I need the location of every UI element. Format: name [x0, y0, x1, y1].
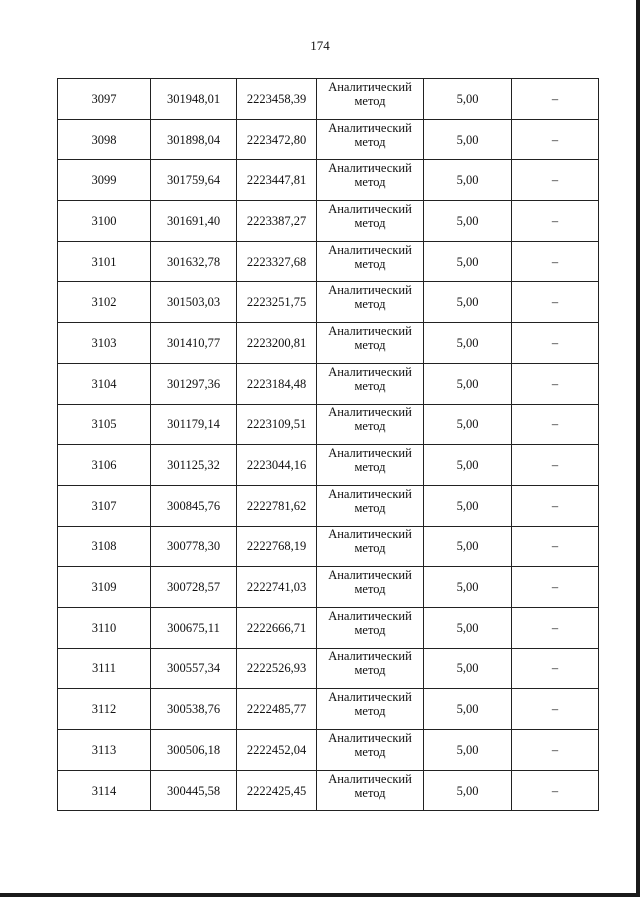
note-cell: – — [512, 445, 599, 486]
y-coordinate-cell: 2222768,19 — [237, 526, 317, 567]
point-number-cell: 3103 — [58, 323, 151, 364]
point-number-cell: 3100 — [58, 201, 151, 242]
error-cell: 5,00 — [424, 648, 512, 689]
x-coordinate-cell: 301179,14 — [151, 404, 237, 445]
method-text: Аналитический метод — [328, 161, 412, 190]
method-text: Аналитический метод — [328, 323, 412, 352]
note-cell: – — [512, 119, 599, 160]
note-cell: – — [512, 607, 599, 648]
error-cell: 5,00 — [424, 160, 512, 201]
y-coordinate-cell: 2222452,04 — [237, 730, 317, 771]
x-coordinate-cell: 300445,58 — [151, 770, 237, 811]
method-cell — [317, 567, 424, 608]
x-coordinate-cell: 301410,77 — [151, 323, 237, 364]
point-number-cell: 3111 — [58, 648, 151, 689]
table-row — [58, 607, 599, 648]
method-text: Аналитический метод — [328, 649, 412, 678]
point-number-cell: 3114 — [58, 770, 151, 811]
table-row — [58, 770, 599, 811]
table-row — [58, 730, 599, 771]
method-text: Аналитический метод — [328, 120, 412, 149]
table-row — [58, 323, 599, 364]
note-cell: – — [512, 404, 599, 445]
error-cell: 5,00 — [424, 485, 512, 526]
point-number-cell: 3105 — [58, 404, 151, 445]
y-coordinate-cell: 2222526,93 — [237, 648, 317, 689]
point-number-cell: 3113 — [58, 730, 151, 771]
method-text: Аналитический метод — [328, 771, 412, 800]
x-coordinate-cell: 300728,57 — [151, 567, 237, 608]
method-cell — [317, 363, 424, 404]
note-cell: – — [512, 770, 599, 811]
note-cell: – — [512, 201, 599, 242]
table-row — [58, 689, 599, 730]
error-cell: 5,00 — [424, 79, 512, 120]
y-coordinate-cell: 2222781,62 — [237, 485, 317, 526]
point-number-cell: 3112 — [58, 689, 151, 730]
method-cell — [317, 689, 424, 730]
method-cell — [317, 730, 424, 771]
method-text: Аналитический метод — [328, 568, 412, 597]
error-cell: 5,00 — [424, 567, 512, 608]
point-number-cell: 3109 — [58, 567, 151, 608]
note-cell: – — [512, 567, 599, 608]
method-cell — [317, 526, 424, 567]
note-cell: – — [512, 79, 599, 120]
table-row — [58, 445, 599, 486]
note-cell: – — [512, 282, 599, 323]
x-coordinate-cell: 301632,78 — [151, 241, 237, 282]
table-row — [58, 282, 599, 323]
note-cell: – — [512, 241, 599, 282]
point-number-cell: 3104 — [58, 363, 151, 404]
method-cell — [317, 282, 424, 323]
point-number-cell: 3106 — [58, 445, 151, 486]
x-coordinate-cell: 301503,03 — [151, 282, 237, 323]
y-coordinate-cell: 2223327,68 — [237, 241, 317, 282]
error-cell: 5,00 — [424, 404, 512, 445]
method-cell — [317, 160, 424, 201]
method-cell — [317, 770, 424, 811]
method-cell — [317, 241, 424, 282]
x-coordinate-cell: 300778,30 — [151, 526, 237, 567]
method-cell — [317, 445, 424, 486]
method-cell — [317, 119, 424, 160]
method-text: Аналитический метод — [328, 527, 412, 556]
error-cell: 5,00 — [424, 363, 512, 404]
point-number-cell: 3110 — [58, 607, 151, 648]
note-cell: – — [512, 363, 599, 404]
table-row — [58, 119, 599, 160]
method-text: Аналитический метод — [328, 446, 412, 475]
y-coordinate-cell: 2223447,81 — [237, 160, 317, 201]
x-coordinate-cell: 300506,18 — [151, 730, 237, 771]
point-number-cell: 3097 — [58, 79, 151, 120]
y-coordinate-cell: 2223458,39 — [237, 79, 317, 120]
note-cell: – — [512, 323, 599, 364]
y-coordinate-cell: 2223251,75 — [237, 282, 317, 323]
y-coordinate-cell: 2222741,03 — [237, 567, 317, 608]
x-coordinate-cell: 301898,04 — [151, 119, 237, 160]
y-coordinate-cell: 2223472,80 — [237, 119, 317, 160]
table-row — [58, 648, 599, 689]
note-cell: – — [512, 160, 599, 201]
method-text: Аналитический метод — [328, 690, 412, 719]
method-cell — [317, 323, 424, 364]
method-text: Аналитический метод — [328, 730, 412, 759]
error-cell: 5,00 — [424, 689, 512, 730]
y-coordinate-cell: 2223109,51 — [237, 404, 317, 445]
x-coordinate-cell: 301948,01 — [151, 79, 237, 120]
x-coordinate-cell: 300675,11 — [151, 607, 237, 648]
y-coordinate-cell: 2223044,16 — [237, 445, 317, 486]
method-text: Аналитический метод — [328, 283, 412, 312]
table-row — [58, 241, 599, 282]
point-number-cell: 3108 — [58, 526, 151, 567]
method-text: Аналитический метод — [328, 364, 412, 393]
x-coordinate-cell: 300557,34 — [151, 648, 237, 689]
table-row — [58, 526, 599, 567]
method-text: Аналитический метод — [328, 79, 412, 108]
error-cell: 5,00 — [424, 607, 512, 648]
x-coordinate-cell: 301691,40 — [151, 201, 237, 242]
error-cell: 5,00 — [424, 730, 512, 771]
x-coordinate-cell: 300538,76 — [151, 689, 237, 730]
method-text: Аналитический метод — [328, 486, 412, 515]
point-number-cell: 3098 — [58, 119, 151, 160]
method-text: Аналитический метод — [328, 405, 412, 434]
point-number-cell: 3107 — [58, 485, 151, 526]
method-cell — [317, 404, 424, 445]
error-cell: 5,00 — [424, 770, 512, 811]
y-coordinate-cell: 2223184,48 — [237, 363, 317, 404]
y-coordinate-cell: 2222485,77 — [237, 689, 317, 730]
method-cell — [317, 485, 424, 526]
coordinates-table-body — [58, 79, 599, 811]
table-row — [58, 404, 599, 445]
point-number-cell: 3101 — [58, 241, 151, 282]
page-number: 174 — [310, 38, 330, 53]
error-cell: 5,00 — [424, 282, 512, 323]
method-cell — [317, 201, 424, 242]
y-coordinate-cell: 2222425,45 — [237, 770, 317, 811]
x-coordinate-cell: 301297,36 — [151, 363, 237, 404]
x-coordinate-cell: 300845,76 — [151, 485, 237, 526]
error-cell: 5,00 — [424, 119, 512, 160]
x-coordinate-cell: 301759,64 — [151, 160, 237, 201]
method-text: Аналитический метод — [328, 201, 412, 230]
table-row — [58, 567, 599, 608]
point-number-cell: 3099 — [58, 160, 151, 201]
method-cell — [317, 648, 424, 689]
note-cell: – — [512, 485, 599, 526]
table-row — [58, 363, 599, 404]
coordinates-table — [57, 78, 599, 811]
y-coordinate-cell: 2223200,81 — [237, 323, 317, 364]
error-cell: 5,00 — [424, 201, 512, 242]
method-text: Аналитический метод — [328, 608, 412, 637]
table-row — [58, 160, 599, 201]
method-cell — [317, 607, 424, 648]
note-cell: – — [512, 648, 599, 689]
table-row — [58, 485, 599, 526]
note-cell: – — [512, 730, 599, 771]
error-cell: 5,00 — [424, 445, 512, 486]
error-cell: 5,00 — [424, 241, 512, 282]
y-coordinate-cell: 2222666,71 — [237, 607, 317, 648]
method-cell — [317, 79, 424, 120]
table-row — [58, 79, 599, 120]
x-coordinate-cell: 301125,32 — [151, 445, 237, 486]
error-cell: 5,00 — [424, 323, 512, 364]
point-number-cell: 3102 — [58, 282, 151, 323]
note-cell: – — [512, 526, 599, 567]
method-text: Аналитический метод — [328, 242, 412, 271]
note-cell: – — [512, 689, 599, 730]
error-cell: 5,00 — [424, 526, 512, 567]
table-row — [58, 201, 599, 242]
y-coordinate-cell: 2223387,27 — [237, 201, 317, 242]
